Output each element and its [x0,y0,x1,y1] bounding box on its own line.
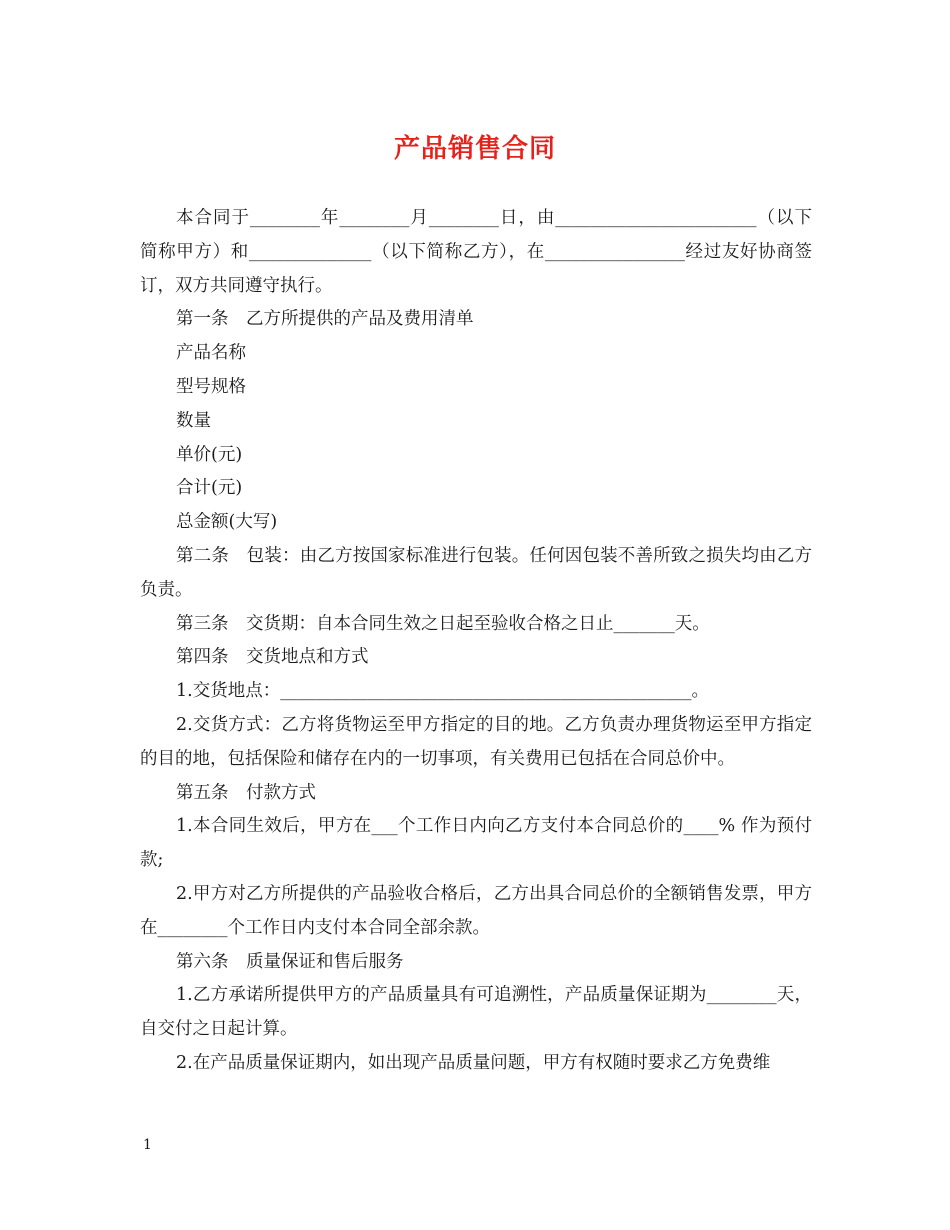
paragraph-product-name: 产品名称 [176,343,246,364]
paragraph-warranty-repair: 2.在产品质量保证期内，如出现产品质量问题，甲方有权随时要求乙方免费维 [176,1052,771,1073]
paragraph-article-2-packaging: 第二条 包装：由乙方按国家标准进行包装。任何因包装不善所致之损失均由乙方负责。 [140,545,812,600]
paragraph-unit-price: 单价(元) [176,444,243,465]
contract-body [140,202,812,1081]
paragraph-article-6-heading: 第六条 质量保证和售后服务 [176,951,404,972]
page-number: 1 [143,1137,152,1153]
paragraph-quality-warranty: 1.乙方承诺所提供甲方的产品质量具有可追溯性，产品质量保证期为________天，自交付之日起计算。 [140,985,812,1040]
document-title: 产品销售合同 [393,134,556,164]
paragraph-contract-intro: 本合同于________年________月________日，由_______________________（以下简称甲方）和______________（以下简称乙方），在________________经过友好协商签订，双方共同遵守执行。 [140,208,812,296]
paragraph-total-amount: 总金额(大写) [176,512,278,533]
paragraph-subtotal: 合计(元) [176,478,243,499]
paragraph-delivery-location: 1.交货地点：_______________________________________________。 [176,681,709,702]
paragraph-delivery-method: 2.交货方式：乙方将货物运至甲方指定的目的地。乙方负责办理货物运至甲方指定的目的地，包括保险和储存在内的一切事项，有关费用已包括在合同总价中。 [140,714,812,769]
paragraph-final-payment: 2.甲方对乙方所提供的产品验收合格后，乙方出具合同总价的全额销售发票，甲方在________个工作日内支付本合同全部余款。 [140,883,812,938]
paragraph-article-4-heading: 第四条 交货地点和方式 [176,647,369,668]
paragraph-article-5-heading: 第五条 付款方式 [176,782,316,803]
paragraph-quantity: 数量 [176,410,211,431]
paragraph-model-spec: 型号规格 [176,376,246,397]
paragraph-advance-payment: 1.本合同生效后，甲方在___个工作日内向乙方支付本合同总价的____% 作为预付款; [140,816,812,871]
paragraph-article-3-delivery-period: 第三条 交货期：自本合同生效之日起至验收合格之日止_______天。 [176,613,710,634]
paragraph-article-1-heading: 第一条 乙方所提供的产品及费用清单 [176,309,474,330]
